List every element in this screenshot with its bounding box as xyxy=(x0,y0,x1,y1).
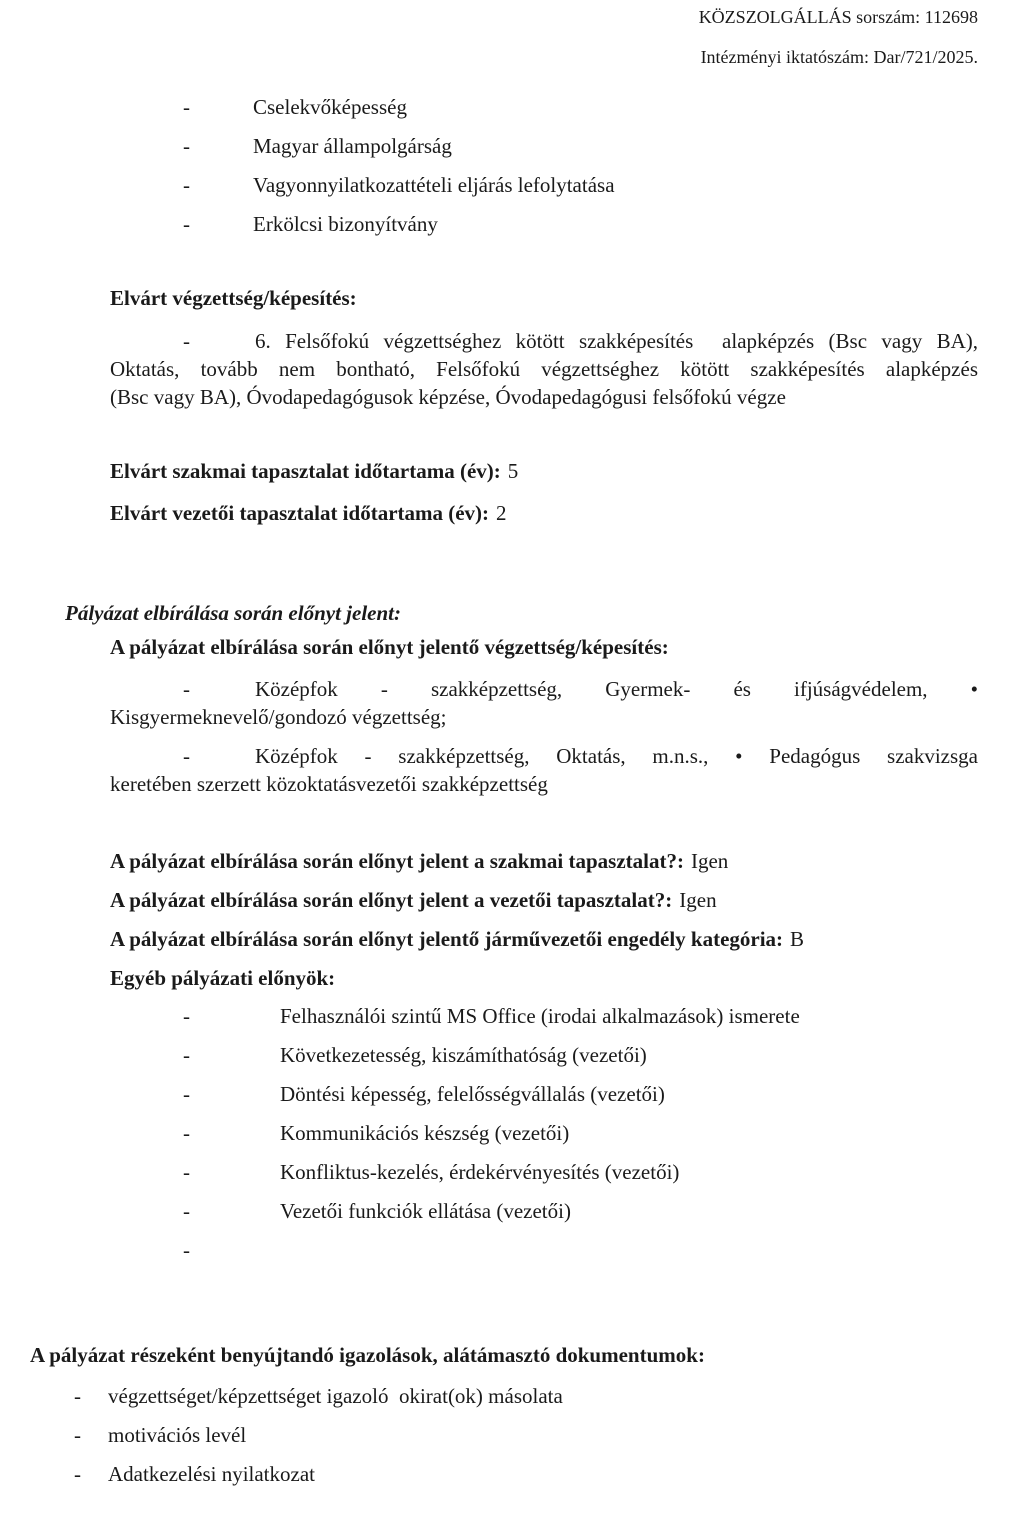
institution-reference-number: Intézményi iktatószám: Dar/721/2025. xyxy=(700,47,978,67)
dash-bullet: - xyxy=(183,1121,190,1145)
list-item xyxy=(110,1081,978,1107)
dash-bullet: - xyxy=(183,744,190,768)
dash-bullet: - xyxy=(183,1199,190,1223)
required-documents-list xyxy=(30,1383,978,1487)
leadership-experience-value: 2 xyxy=(496,501,507,525)
advantage-license-row xyxy=(110,925,978,953)
professional-experience-label: Elvárt szakmai tapasztalat időtartama (év): xyxy=(110,459,501,483)
advantage-qualification-item-2 xyxy=(110,742,978,798)
leadership-experience-row xyxy=(110,499,978,527)
other-advantages-list xyxy=(110,1003,978,1262)
dash-bullet: - xyxy=(183,134,190,158)
dash-bullet: - xyxy=(183,173,190,197)
list-item xyxy=(110,1120,978,1146)
advantages-section-heading: Pályázat elbírálása során előnyt jelent: xyxy=(65,601,401,625)
list-item-text: Adatkezelési nyilatkozat xyxy=(108,1462,315,1486)
paragraph-line: Oktatás, tovább nem bontható, Felsőfokú végzettséghez kötött szakképesítés alapképzés xyxy=(110,357,978,381)
dash-bullet: - xyxy=(183,1160,190,1184)
professional-experience-value: 5 xyxy=(507,459,519,483)
list-item-text: Felhasználói szintű MS Office (irodai alkalmazások) ismerete xyxy=(280,1004,800,1028)
dash-bullet: - xyxy=(183,1082,190,1106)
dash-bullet: - xyxy=(183,1004,190,1028)
paragraph-line: (Bsc vagy BA), Óvodapedagógusok képzése, Óvodapedagógusi felsőfokú végze xyxy=(110,385,786,409)
list-item xyxy=(110,1159,978,1185)
list-item xyxy=(110,211,978,237)
advantage-professional-label: A pályázat elbírálása során előnyt jelent a szakmai tapasztalat?: xyxy=(110,849,684,873)
document-serial-number: KÖZSZOLGÁLLÁS sorszám: 112698 xyxy=(698,7,978,27)
paragraph-line: Kisgyermeknevelő/gondozó végzettség; xyxy=(110,705,447,729)
paragraph-line: - Középfok - szakképzettség, Oktatás, m.n.s., • Pedagógus szakvizsga xyxy=(183,744,978,768)
list-item xyxy=(30,1461,978,1487)
dash-bullet: - xyxy=(183,95,190,119)
list-item-text: végzettséget/képzettséget igazoló okirat(ok) másolata xyxy=(108,1384,563,1408)
list-item-text: Vagyonnyilatkozattételi eljárás lefolytatása xyxy=(253,173,615,197)
paragraph-line: - 6. Felsőfokú végzettséghez kötött szakképesítés alapképzés (Bsc vagy BA), xyxy=(183,329,978,353)
list-item xyxy=(30,1383,978,1409)
dash-bullet: - xyxy=(183,1043,190,1067)
other-advantages-heading: Egyéb pályázati előnyök: xyxy=(110,966,336,990)
document-page xyxy=(0,6,1012,1538)
advantage-license-label: A pályázat elbírálása során előnyt jelentő járművezetői engedély kategória: xyxy=(110,927,784,951)
list-item xyxy=(30,1422,978,1448)
dash-bullet: - xyxy=(74,1423,81,1447)
advantage-professional-value: Igen xyxy=(690,849,729,873)
list-item xyxy=(110,1003,978,1029)
list-item xyxy=(110,94,978,120)
list-item-text: Cselekvőképesség xyxy=(253,95,407,119)
advantage-leadership-label: A pályázat elbírálása során előnyt jelent a vezetői tapasztalat?: xyxy=(110,888,673,912)
list-item-text: Döntési képesség, felelősségvállalás (vezetői) xyxy=(280,1082,665,1106)
dash-bullet: - xyxy=(183,212,190,236)
required-qualification-heading: Elvárt végzettség/képesítés: xyxy=(110,286,357,310)
list-item-text: Erkölcsi bizonyítvány xyxy=(253,212,438,236)
dash-bullet: - xyxy=(74,1462,81,1486)
list-item-text: Kommunikációs készség (vezetői) xyxy=(280,1121,570,1145)
list-item xyxy=(110,1198,978,1224)
general-requirements-list xyxy=(110,94,978,237)
required-qualification-paragraph xyxy=(110,327,978,411)
leadership-experience-label: Elvárt vezetői tapasztalat időtartama (év): xyxy=(110,501,490,525)
dash-bullet: - xyxy=(183,677,190,701)
advantage-license-value: B xyxy=(790,927,805,951)
required-documents-heading: A pályázat részeként benyújtandó igazolások, alátámasztó dokumentumok: xyxy=(30,1343,705,1367)
paragraph-line: keretében szerzett közoktatásvezetői szakképzettség xyxy=(110,772,548,796)
advantage-leadership-row xyxy=(110,886,978,914)
paragraph-line: - Középfok - szakképzettség, Gyermek- és ifjúságvédelem, • xyxy=(183,677,978,701)
list-item xyxy=(110,1042,978,1068)
list-item-text: Vezetői funkciók ellátása (vezetői) xyxy=(280,1199,571,1223)
advantage-professional-row xyxy=(110,847,978,875)
advantage-qualification-heading: A pályázat elbírálása során előnyt jelentő végzettség/képesítés: xyxy=(110,635,669,659)
dash-bullet: - xyxy=(183,329,190,353)
dash-bullet: - xyxy=(74,1384,81,1408)
professional-experience-row xyxy=(110,457,978,485)
advantage-leadership-value: Igen xyxy=(679,888,717,912)
dash-bullet: - xyxy=(183,1238,190,1262)
list-item-text: Konfliktus-kezelés, érdekérvényesítés (vezetői) xyxy=(280,1160,680,1184)
list-item-text: Magyar állampolgárság xyxy=(253,134,452,158)
list-item-text: Következetesség, kiszámíthatóság (vezetői) xyxy=(280,1043,647,1067)
list-item-text: motivációs levél xyxy=(108,1423,247,1447)
list-item xyxy=(110,133,978,159)
advantage-qualification-item-1 xyxy=(110,675,978,731)
list-item xyxy=(110,172,978,198)
